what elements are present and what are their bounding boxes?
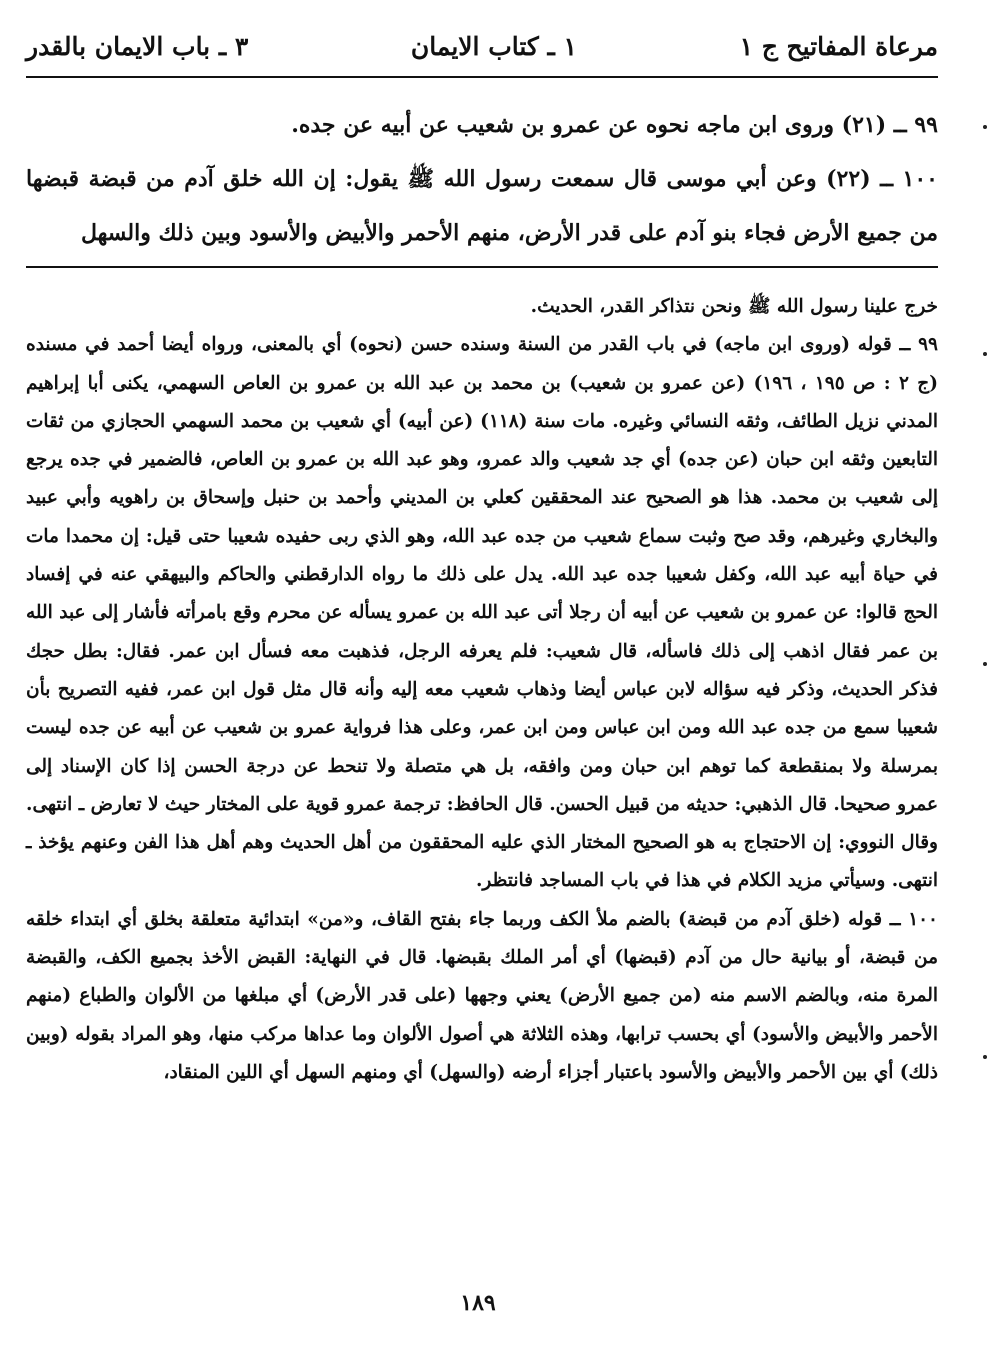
margin-dot bbox=[983, 1055, 987, 1059]
hadith-100: ١٠٠ ــ (٢٢) وعن أبي موسى قال سمعت رسول الله ﷺ يقول: إن الله خلق آدم من قبضة قبضها من جميع الأرض فجاء بنو آدم على قدر الأرض، منهم الأحمر والأبيض والأسود وبين ذلك والسهل bbox=[26, 166, 938, 246]
commentary-continuation: خرج علينا رسول الله ﷺ ونحن نتذاكر القدر، الحديث. bbox=[530, 296, 938, 317]
commentary-100: ١٠٠ ــ قوله (خلق آدم من قبضة) بالضم ملأ الكف وربما جاء بفتح القاف، و«من» ابتدائية متعلقة بخلق أي ابتداء خلقه من قبضة، أو بيانية حال من آدم (قبضها) أي أمر الملك بقبضها. قال في النهاية: القبض الأخذ بجميع الكف، والقبضة المرة منه، وبالضم الاسم منه (من جميع الأرض) يعني وجهها (على قدر الأرض) أي مبلغها من الألوان والطباع (منهم الأحمر والأبيض والأسود) أي بحسب ترابها، وهذه الثلاثة هي أصول الألوان وما عداها مركب منها، وهو المراد بقوله (وبين ذلك) أي بين الأحمر والأبيض والأسود باعتبار أجزاء أرضه (والسهل) أي ومنهم السهل أي اللين المنقاد، bbox=[26, 908, 938, 1083]
hadith-text bbox=[26, 98, 938, 260]
commentary bbox=[26, 288, 938, 1092]
header-section: ٣ ـ باب الايمان بالقدر bbox=[26, 31, 249, 61]
document-page bbox=[18, 0, 938, 1356]
header-book-title: مرعاة المفاتيح ج ١ bbox=[739, 31, 938, 61]
margin-dot bbox=[983, 352, 987, 356]
hadith-99: ٩٩ ــ (٢١) وروى ابن ماجه نحوه عن عمرو بن شعيب عن أبيه عن جده. bbox=[291, 112, 938, 138]
text-commentary-divider bbox=[26, 266, 938, 268]
margin-dot bbox=[983, 125, 987, 129]
page-number: ١٨٩ bbox=[460, 1290, 496, 1316]
running-header bbox=[26, 16, 938, 78]
margin-dot bbox=[983, 662, 987, 666]
header-chapter: ١ ـ كتاب الايمان bbox=[410, 31, 577, 61]
commentary-99: ٩٩ ــ قوله (وروى ابن ماجه) في باب القدر من السنة وسنده حسن (نحوه) أي بالمعنى، ورواه أيضا أحمد في مسنده (ج ٢ : ص ١٩٥ ، ١٩٦) (عن عمرو بن شعيب) بن محمد بن عبد الله بن عمرو بن العاص السهمي، يكنى أبا إبراهيم المدني نزيل الطائف، وثقه النسائي وغيره. مات سنة (١١٨) (عن أبيه) أي شعيب بن محمد السهمي الحجازي من ثقات التابعين وثقه ابن حبان (عن جده) أي جد شعيب والد عمرو، وهو عبد الله بن عمرو بن العاص، فالضمير في جده يرجع إلى شعيب بن محمد. هذا هو الصحيح عند المحققين كعلي بن المديني وأحمد بن حنبل وإسحاق بن راهويه وأبي عبيد والبخاري وغيرهم، وقد صح وثبت سماع شعيب من جده عبد الله، وهو الذي ربى حفيده شعيبا حتى قيل: إن محمدا مات في حياة أبيه عبد الله، وكفل شعيبا جده عبد الله. يدل على ذلك ما رواه الدارقطني والحاكم والبيهقي عنه في إفساد الحج قالوا: عن عمرو بن شعيب عن أبيه أن رجلا أتى عبد الله بن عمرو يسأله عن محرم وقع بامرأته فأشار إلى عبد الله بن عمر فقال اذهب إلى ذلك فاسأله، قال شعيب: فلم يعرفه الرجل، فذهبت معه فسأل ابن عمر. فقال: بطل حجك فذكر الحديث، وذكر فيه سؤاله لابن عباس أيضا وذهاب شعيب معه إليه وأنه قال مثل قول ابن عمر، ففيه التصريح بأن شعيبا سمع من جده عبد الله ومن ابن عباس ومن ابن عمر، وعلى هذا فرواية عمرو بن شعيب عن أبيه عن جده ليست بمرسلة ولا بمنقطعة كما توهم ابن حبان ومن وافقه، بل هي متصلة ولا تنحط عن درجة الحسن إذا كان الإسناد إلى عمرو صحيحا. قال الذهبي: حديثه من قبيل الحسن. قال الحافظ: ترجمة عمرو قوية على المختار حيث لا تعارض ـ انتهى. وقال النووي: إن الاحتجاج به هو الصحيح المختار الذي عليه المحققون من أهل الحديث وهم أهل هذا الفن وعنهم يؤخذ ـ انتهى. وسيأتي مزيد الكلام في هذا في باب المساجد فانتظر. bbox=[26, 334, 939, 892]
